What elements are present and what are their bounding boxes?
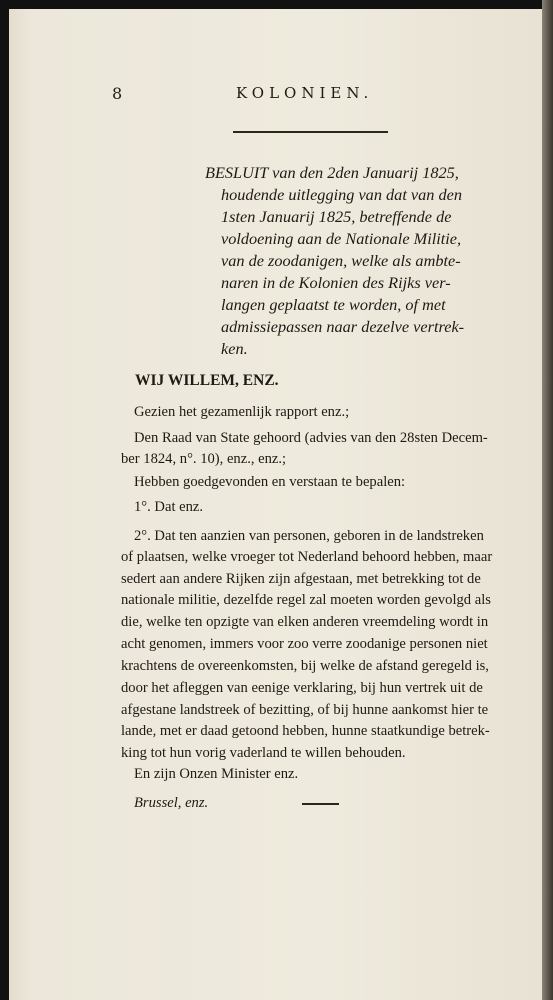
body-line: Den Raad van State gehoord (advies van den 28sten Decem-: [134, 430, 488, 446]
body-line: of plaatsen, welke vroeger tot Nederland behoord hebben, maar: [121, 549, 493, 565]
intro-line: voldoening aan de Nationale Militie,: [221, 229, 462, 248]
running-head: KOLONIEN.: [236, 84, 374, 102]
body-line: lande, met er daad getoond hebben, hunne staatkundige betrek-: [121, 723, 490, 739]
body-line: En zijn Onzen Minister enz.: [134, 766, 299, 782]
intro-line: BESLUIT van den 2den Januarij 1825,: [205, 163, 459, 182]
intro-line: langen geplaatst te worden, of met: [221, 295, 446, 314]
top-rule: [233, 131, 388, 133]
bottom-rule: [302, 803, 339, 805]
body-line: sedert aan andere Rijken zijn afgestaan, met betrekking tot de: [121, 571, 481, 587]
body-line: acht genomen, immers voor zoo verre zoodanige personen niet: [121, 636, 488, 652]
body-line: king tot hun vorig vaderland te willen behouden.: [121, 745, 406, 761]
intro-line: naren in de Kolonien des Rijks ver-: [221, 273, 451, 292]
intro-line: ken.: [221, 339, 248, 358]
body-line: die, welke ten opzigte van elken anderen vreemdeling wordt in: [121, 614, 489, 630]
page-number: 8: [112, 84, 123, 103]
body-line: afgestane landstreek of bezitting, of bij hunne aankomst hier te: [121, 702, 489, 718]
intro-line: admissiepassen naar dezelve vertrek-: [221, 317, 465, 336]
body-line: Hebben goedgevonden en verstaan te bepalen:: [134, 474, 406, 490]
intro-line: 1sten Januarij 1825, betreffende de: [221, 207, 452, 226]
body-line: door het afleggen van eenige verklaring, bij hun vertrek uit de: [121, 680, 483, 696]
book-spine-edge: [542, 0, 553, 1000]
intro-line: van de zoodanigen, welke als ambte-: [221, 251, 461, 270]
body-line: nationale militie, dezelfde regel zal moeten worden gevolgd als: [121, 592, 491, 608]
body-line: Gezien het gezamenlijk rapport enz.;: [134, 404, 350, 420]
body-line: 1°. Dat enz.: [134, 499, 204, 515]
closing-line: Brussel, enz.: [134, 795, 209, 811]
body-line: krachtens de overeenkomsten, bij welke de afstand geregeld is,: [121, 658, 489, 674]
intro-line: houdende uitlegging van dat van den: [221, 185, 462, 204]
paper-sheet: [9, 9, 542, 1000]
body-line: ber 1824, n°. 10), enz., enz.;: [121, 451, 287, 467]
body-line: 2°. Dat ten aanzien van personen, geboren in de landstreken: [134, 528, 484, 544]
decree-opening: WIJ WILLEM, ENZ.: [135, 372, 279, 389]
